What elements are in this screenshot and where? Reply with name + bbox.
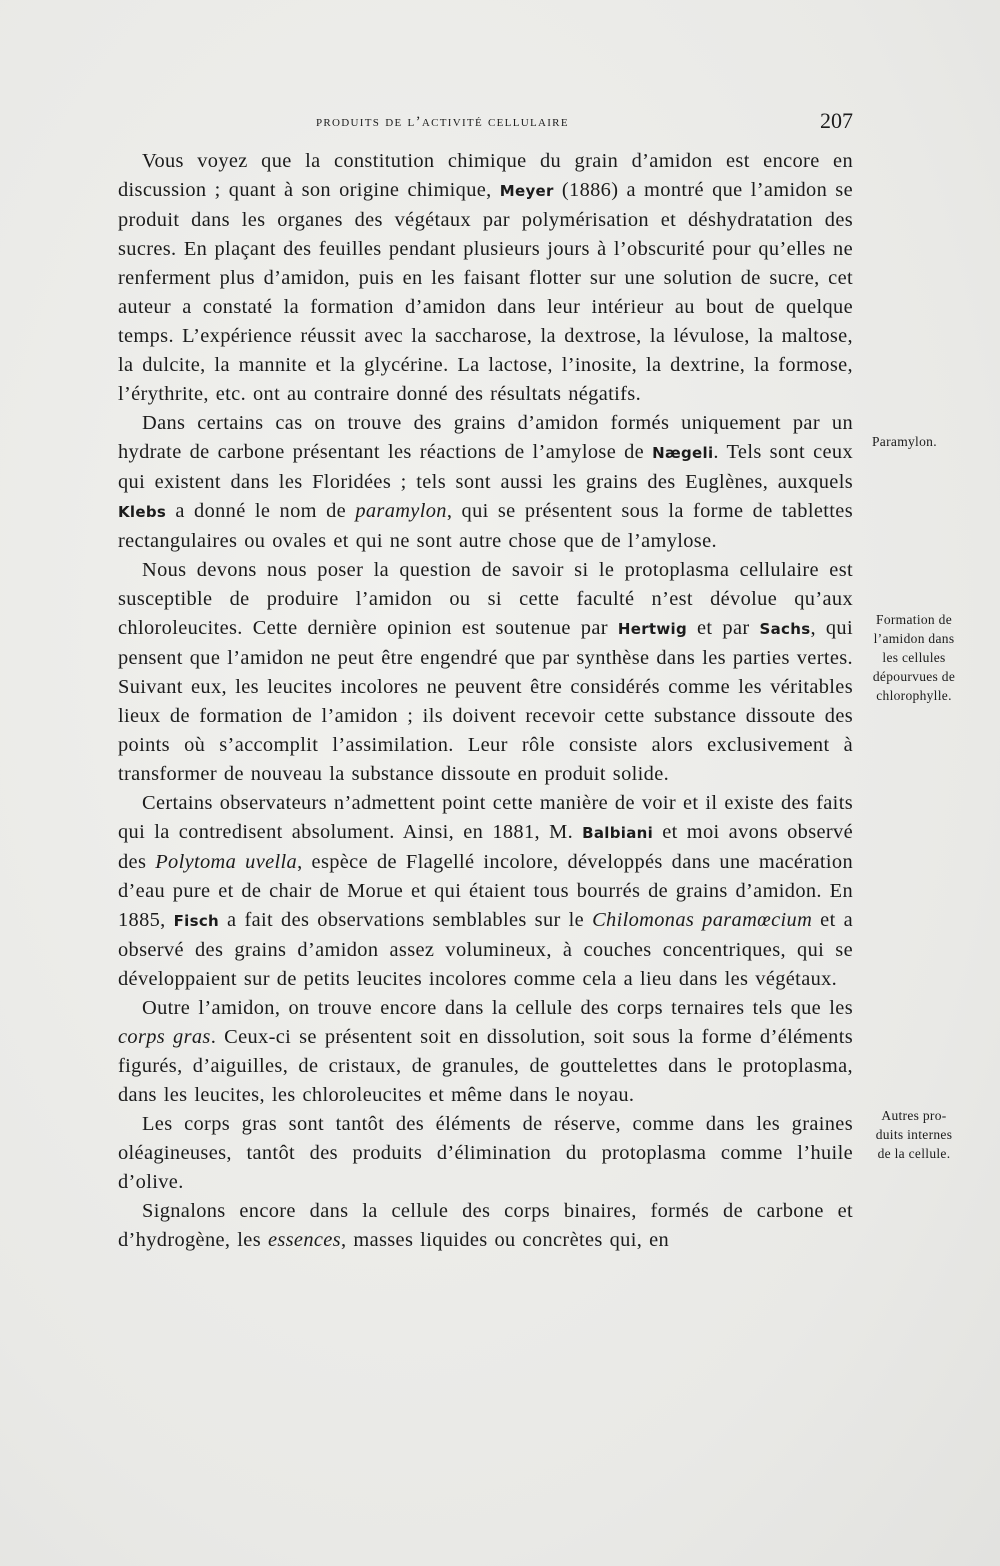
text-run: et par (687, 617, 760, 639)
author-name: Sachs (759, 620, 811, 638)
margin-note-line: Formation de (876, 612, 952, 627)
margin-note-line: de la cellule. (877, 1146, 951, 1161)
margin-note-line: chlorophylle. (876, 688, 952, 703)
margin-note-line: les cellules (882, 650, 946, 665)
author-name: Klebs (118, 503, 167, 521)
author-name: Hertwig (617, 620, 688, 638)
text-run: Dans certains cas on trouve des grains d’amidon formés uniquement par un hydrate de carbone présentant les réactions de l’amylose de (118, 412, 853, 463)
text-run: , qui pensent que l’amidon ne peut être engendré que par synthèse dans les parties vertes. Suivant eux, les leucites incolores ne peuvent être considérés comme les véritables lieux de formation de l’amidon ; ils doivent recevoir cette substance dissoute des points où s’accomplit l’assimilation. Leur rôle consiste alors exclusivement à transformer de nouveau la substance dissoute en produit solide. (118, 617, 853, 785)
text-run: , espèce de Flagellé incolore, développés dans une macération d’eau pure et de chair de Morue et qui étaient tous bourrés de grains d’amidon. En 1885, (118, 851, 853, 931)
margin-note-line: dépourvues de (872, 669, 956, 684)
running-title: produits de l’activité cellulaire (316, 114, 569, 130)
text-run: Vous voyez que la constitution chimique du grain d’amidon est encore en discussion ; quant à son origine chimique, (118, 150, 853, 201)
paragraph-5 (118, 994, 853, 1110)
text-run: Outre l’amidon, on trouve encore dans la cellule des corps ternaires tels que les (142, 997, 853, 1019)
margin-note-paramylon (872, 432, 984, 451)
author-name: Meyer (499, 182, 554, 200)
paragraph-7 (118, 1197, 853, 1255)
text-run: , qui se présentent sous la forme de tablettes rectangulaires ou ovales et qui ne sont autre chose que de l’amylose. (118, 500, 853, 552)
text-run: et moi avons observé des (118, 821, 853, 873)
paragraph-4 (118, 789, 853, 994)
text-run: . Tels sont ceux qui existent dans les Floridées ; tels sont aussi les grains des Euglènes, auxquels (118, 441, 853, 493)
margin-note-line: duits internes (875, 1127, 953, 1142)
text-run: (1886) a montré que l’amidon se produit dans les organes des végétaux par polymérisation et déshydratation des sucres. En plaçant des feuilles pendant plusieurs jours à l’obscurité pour qu’elles ne renferment plus d’amidon, puis en les faisant flotter sur une solution de sucre, cet auteur a constaté la formation d’amidon dans leur intérieur au bout de quelque temps. L’expérience réussit avec la saccharose, la dextrose, la lévulose, la maltose, la dulcite, la mannite et la glycérine. La lactose, l’inosite, la dextrine, la formose, l’érythrite, etc. ont au contraire donné des résultats négatifs. (118, 179, 853, 405)
italic-term: essences (267, 1229, 341, 1251)
page-number: 207 (820, 108, 853, 133)
margin-note-line: Paramylon. (872, 434, 937, 449)
italic-term: paramylon (355, 500, 447, 522)
text-run: . Ceux-ci se présentent soit en dissolution, soit sous la forme d’éléments figurés, d’aiguilles, de cristaux, de granules, de gouttelettes dans le protoplasma, dans les leucites, les chloroleucites et même dans le noyau. (118, 1026, 853, 1106)
text-run: Signalons encore dans la cellule des corps binaires, formés de carbone et d’hydrogène, les (118, 1200, 853, 1251)
italic-term: Chilomonas paramœcium (592, 909, 813, 931)
page-header (118, 108, 853, 138)
text-run: a fait des observations semblables sur le (219, 909, 593, 931)
paragraph-2 (118, 409, 853, 556)
text-run: , masses liquides ou concrètes qui, en (340, 1229, 670, 1251)
paragraph-3 (118, 556, 853, 789)
margin-note-autres (858, 1106, 970, 1163)
text-run: a donné le nom de (166, 500, 356, 522)
margin-note-line: l’amidon dans (873, 631, 955, 646)
paragraph-1 (118, 147, 853, 409)
italic-term: Polytoma uvella (155, 851, 298, 873)
margin-note-line: Autres pro- (881, 1108, 947, 1123)
margin-note-formation (858, 610, 970, 705)
body-text (118, 147, 853, 1255)
author-name: Balbiani (582, 824, 654, 842)
author-name: Fisch (173, 912, 220, 930)
author-name: Nægeli (652, 444, 714, 462)
paragraph-6 (118, 1110, 853, 1197)
text-run: Certains observateurs n’admettent point cette manière de voir et il existe des faits qui la contredisent absolument. Ainsi, en 1881, M. (118, 792, 854, 843)
italic-term: corps gras (118, 1026, 211, 1048)
text-run: et a observé des grains d’amidon assez volumineux, à couches concentriques, qui se développaient sur de petits leucites incolores comme cela a lieu dans les végétaux. (118, 909, 854, 990)
text-run: Les corps gras sont tantôt des éléments de réserve, comme dans les graines oléagineuses, tantôt des produits d’élimination du protoplasma comme l’huile d’olive. (118, 1113, 853, 1193)
text-run: Nous devons nous poser la question de savoir si le protoplasma cellulaire est susceptible de produire l’amidon ou si cette faculté n’est dévolue qu’aux chloroleucites. Cette dernière opinion est soutenue par (118, 559, 853, 639)
